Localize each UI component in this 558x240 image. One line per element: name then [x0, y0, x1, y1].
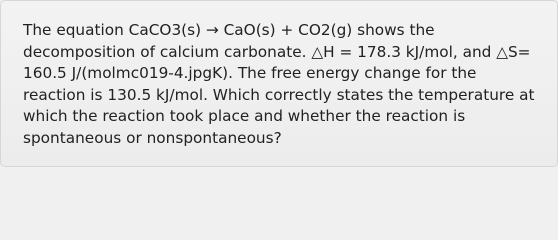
question-text: The equation CaCO3(s) → CaO(s) + CO2(g) shows the decomposition of calcium carbonate. △H = 178.3 kJ/mol, and △S= 160.5 J/(molmc019-4.jpgK). The free energy change for the reaction is 130.5 kJ/mol. Which correctly states the temperature at which the reaction took place and whether the reaction is spontaneous or nonspontaneous? — [23, 21, 535, 147]
